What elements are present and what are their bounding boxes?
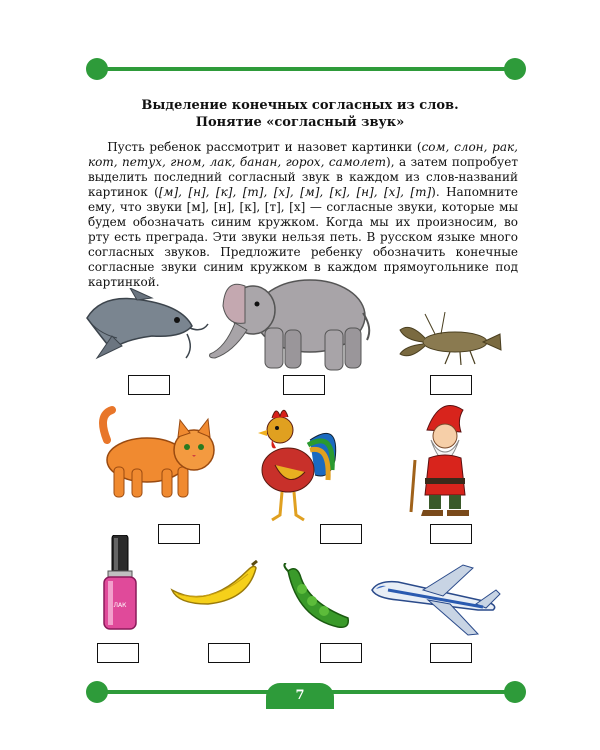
- catfish-picture: [82, 288, 212, 363]
- rule-dot-right: [504, 58, 526, 80]
- instr-words: сом, слон, рак, кот, петух, гном, лак, банан, горох, самолет: [88, 140, 518, 169]
- instr-part-3: ). Напомните ему, что звуки [м], [н], [к], [т], [х] — согласные звуки, которые мы будем обозначать синим кружком. Когда мы их произносим, во рту есть преграда. Эти звуки нельзя петь. В русском языке много согласных звуков. Предложите ребенку обозначить конечные согласные звуки синим кружком в каждом прямоугольнике под картинкой.: [88, 185, 518, 289]
- instr-part-1: Пусть ребенок рассмотрит и назовет картинки (: [107, 140, 422, 154]
- page-number: 7: [295, 688, 305, 703]
- instr-part-2: ), а затем попробует выделить последний согласный звук в каждом из слов-названий картинок (: [88, 155, 518, 199]
- page-title: [0, 97, 600, 131]
- gnome-picture: [405, 400, 485, 520]
- answer-box-airplane[interactable]: [430, 643, 472, 663]
- top-decorative-rule: [96, 67, 516, 71]
- banana-picture: [168, 560, 258, 610]
- instr-sounds: [м], [н], [к], [т], [х], [м], [к], [н], [х], [т]: [158, 185, 432, 199]
- answer-box-banana[interactable]: [208, 643, 250, 663]
- rule-dot-left: [86, 681, 108, 703]
- peas-picture: [278, 563, 353, 633]
- answer-box-gnome[interactable]: [430, 524, 472, 544]
- nail-polish-label: ЛАК: [113, 602, 127, 609]
- answer-box-crayfish[interactable]: [430, 375, 472, 395]
- answer-box-catfish[interactable]: [128, 375, 170, 395]
- title-line-2: Понятие «согласный звук»: [195, 115, 405, 130]
- title-line-1: Выделение конечных согласных из слов.: [141, 98, 459, 113]
- answer-box-peas[interactable]: [320, 643, 362, 663]
- answer-box-elephant[interactable]: [283, 375, 325, 395]
- answer-box-nail-polish[interactable]: [97, 643, 139, 663]
- rule-dot-left: [86, 58, 108, 80]
- airplane-picture: [368, 560, 503, 640]
- answer-box-cat[interactable]: [158, 524, 200, 544]
- rooster-picture: [250, 400, 340, 525]
- nail-polish-picture: [100, 535, 140, 635]
- cat-picture: [92, 405, 222, 505]
- answer-box-rooster[interactable]: [320, 524, 362, 544]
- rule-dot-right: [504, 681, 526, 703]
- elephant-picture: [205, 268, 375, 373]
- crayfish-picture: [395, 312, 505, 367]
